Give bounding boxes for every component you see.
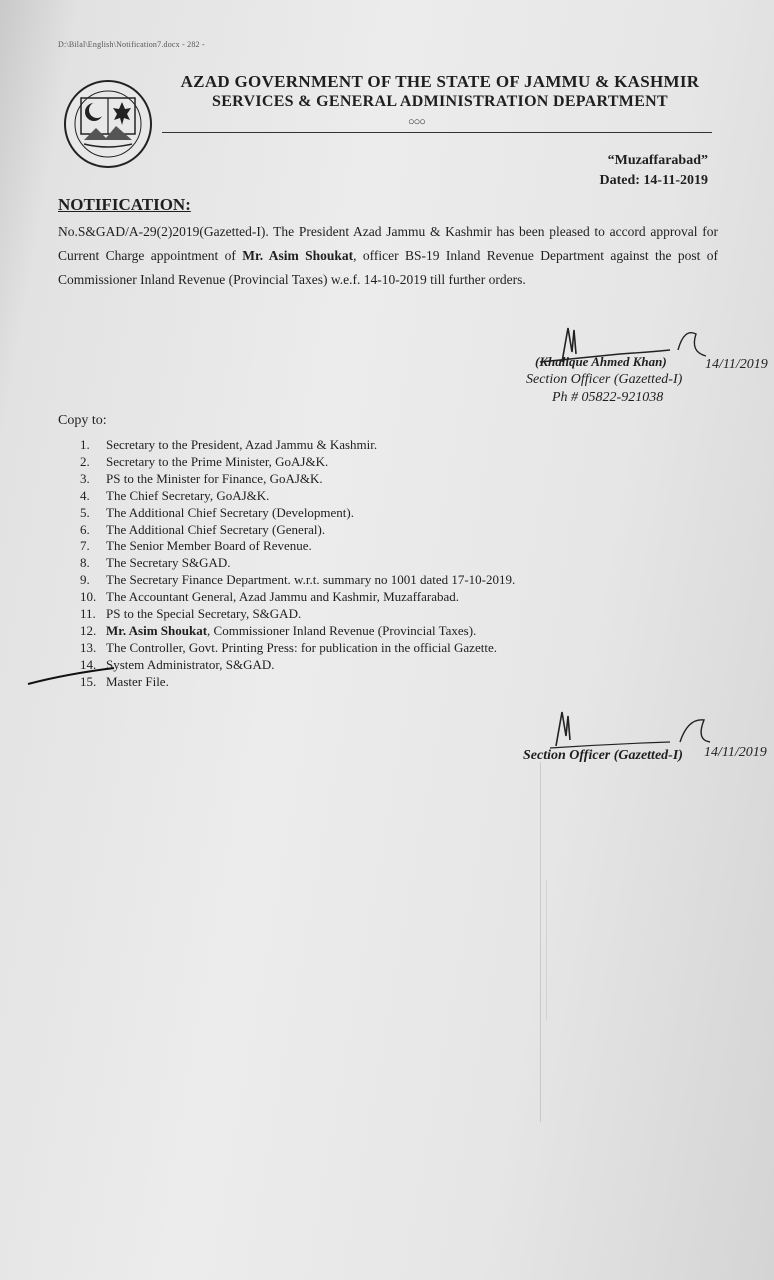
paper-crease [540, 762, 541, 1122]
list-item: 12. Mr. Asim Shoukat, Commissioner Inland Revenue (Provincial Taxes). [80, 622, 477, 638]
list-item: 6. The Additional Chief Secretary (General). [80, 521, 326, 537]
signature-2-date: 14/11/2019 [704, 745, 767, 760]
list-item: 1. Secretary to the President, Azad Jammu & Kashmir. [80, 437, 378, 452]
copy-to-label: Copy to: [58, 413, 107, 428]
list-item: 8. The Secretary S&GAD. [80, 555, 231, 571]
list-item: 11. PS to the Special Secretary, S&GAD. [80, 606, 302, 622]
list-item: 10. The Accountant General, Azad Jammu and Kashmir, Muzaffarabad. [80, 589, 459, 605]
list-item: 14. System Administrator, S&GAD. [80, 656, 275, 672]
notification-text-part1: No.S&GAD/A-29(2)2019(Gazetted-I). The President Azad Jammu & Kashmir has been pleased to accord approval for Current Charge appointment of [58, 224, 718, 263]
signatory-name: (Khalique Ahmed Khan) [535, 354, 667, 369]
file-path: D:\Bilal\English\Notification7.docx - 282 - [58, 40, 205, 49]
closing-signatory-title: Section Officer (Gazetted-I) [523, 748, 683, 763]
signature-1-date: 14/11/2019 [705, 357, 768, 372]
list-item: 5. The Additional Chief Secretary (Development). [80, 504, 355, 520]
list-item: 7. The Senior Member Board of Revenue. [80, 538, 312, 554]
copy-to-list [80, 437, 515, 691]
header-ornament: ○○○ [408, 116, 425, 128]
signature-2 [520, 706, 770, 776]
paper-crease-2 [546, 880, 547, 1020]
header-rule [162, 132, 712, 133]
header-line-1: AZAD GOVERNMENT OF THE STATE OF JAMMU & KASHMIR [180, 72, 700, 91]
notification-body [58, 220, 718, 292]
list-item: 4. The Chief Secretary, GoAJ&K. [80, 487, 270, 503]
place: “Muzaffarabad” [607, 153, 708, 168]
signatory-phone: Ph # 05822-921038 [552, 390, 664, 405]
header-line-2: SERVICES & GENERAL ADMINISTRATION DEPARTMENT [212, 93, 668, 110]
notification-text-part2: , officer BS-19 Inland Revenue Department against the post of Commissioner Inland Revenue (Provincial Taxes) w.e.f. 14-10-2019 till further orders. [58, 248, 718, 287]
appointee-name: Mr. Asim Shoukat [242, 248, 354, 263]
pen-mark-arrow [26, 656, 116, 688]
list-item: 2. Secretary to the Prime Minister, GoAJ&K. [80, 453, 329, 469]
list-item: 15. Master File. [80, 673, 169, 689]
list-item: 9. The Secretary Finance Department. w.r.t. summary no 1001 dated 17-10-2019. [80, 572, 516, 588]
ajk-emblem-icon [62, 78, 154, 170]
signatory-title: Section Officer (Gazetted-I) [526, 372, 683, 387]
list-item: 3. PS to the Minister for Finance, GoAJ&K. [80, 470, 323, 486]
dated: Dated: 14-11-2019 [599, 173, 708, 188]
list-item: 13. The Controller, Govt. Printing Press: for publication in the official Gazette. [80, 639, 497, 655]
notification-title: NOTIFICATION: [58, 195, 191, 214]
